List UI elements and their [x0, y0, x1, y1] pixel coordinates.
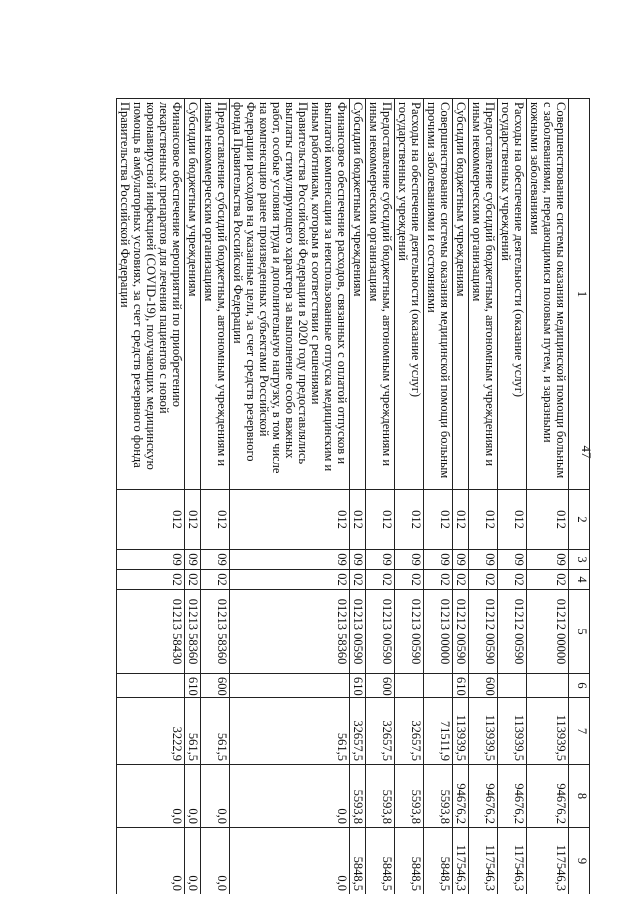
- expense-type-code: 610: [453, 674, 469, 698]
- target-article-code: 01213 00000: [424, 590, 453, 674]
- column-header: 2: [569, 490, 590, 550]
- subsection-code: 02: [395, 570, 424, 590]
- amount-col-8: 94676,2: [453, 765, 469, 828]
- column-header: 5: [569, 590, 590, 674]
- expense-type-code: [527, 674, 569, 698]
- ministry-code: 012: [201, 490, 230, 550]
- subsection-code: 02: [185, 570, 201, 590]
- expense-type-code: 610: [185, 674, 201, 698]
- expense-type-code: [498, 674, 527, 698]
- amount-col-8: 94676,2: [498, 765, 527, 828]
- row-name: Финансовое обеспечение расходов, связанных с оплатой отпусков и выплатой компенсации за неиспользованные отпуска медицинским и иным работникам, которым в соответствии с решениями Правительства Российской Федерации в 2020 году предоставлялись выплаты стимулирующего характера за выполнение особо важных работ, особые условия труда и дополнительную нагрузку, в том числе на компенсацию ранее произведенных субъектами Российской Федерации расходов на указанные цели, за счет средств резервного фонда Правительства Российской Федерации: [230, 99, 350, 490]
- ministry-code: 012: [469, 490, 498, 550]
- table-row: [366, 99, 395, 895]
- section-code: 09: [185, 550, 201, 570]
- ministry-code: 012: [395, 490, 424, 550]
- section-code: 09: [469, 550, 498, 570]
- column-header: 9: [569, 828, 590, 895]
- expense-type-code: [230, 674, 350, 698]
- subsection-code: 02: [230, 570, 350, 590]
- subsection-code: 02: [424, 570, 453, 590]
- table-row: [395, 99, 424, 895]
- target-article-code: 01213 58430: [117, 590, 185, 674]
- amount-col-9: 5848,5: [424, 828, 453, 895]
- column-header: 4: [569, 570, 590, 590]
- table-row: [185, 99, 201, 895]
- target-article-code: 01212 00590: [498, 590, 527, 674]
- ministry-code: 012: [230, 490, 350, 550]
- amount-col-7: 561,5: [201, 698, 230, 765]
- amount-col-9: 0,0: [117, 828, 185, 895]
- budget-sheet: [28, 98, 590, 894]
- ministry-code: 012: [366, 490, 395, 550]
- amount-col-8: 0,0: [201, 765, 230, 828]
- amount-col-8: 94676,2: [469, 765, 498, 828]
- row-name: Субсидии бюджетным учреждениям: [453, 99, 469, 490]
- section-code: 09: [117, 550, 185, 570]
- row-name: Расходы на обеспечение деятельности (оказание услуг) государственных учреждений: [498, 99, 527, 490]
- amount-col-8: 5593,8: [424, 765, 453, 828]
- amount-col-8: 5593,8: [395, 765, 424, 828]
- column-header: 6: [569, 674, 590, 698]
- table-row: [424, 99, 453, 895]
- row-name: Субсидии бюджетным учреждениям: [350, 99, 366, 490]
- column-header: 3: [569, 550, 590, 570]
- amount-col-7: 113939,5: [469, 698, 498, 765]
- target-article-code: 01212 00000: [527, 590, 569, 674]
- amount-col-9: 5848,5: [350, 828, 366, 895]
- amount-col-8: 0,0: [185, 765, 201, 828]
- subsection-code: 02: [350, 570, 366, 590]
- ministry-code: 012: [498, 490, 527, 550]
- row-name: Финансовое обеспечение мероприятий по приобретению лекарственных препаратов для лечения пациентов с новой коронавирусной инфекцией (COVID-19), получающих медицинскую помощь в амбулаторных условиях, за счет средств резервного фонда Правительства Российской Федерации: [117, 99, 185, 490]
- amount-col-8: 0,0: [117, 765, 185, 828]
- row-name: Совершенствование системы оказания медицинской помощи больным с заболеваниями, передающимися половым путем, и заразными кожными заболеваниями: [527, 99, 569, 490]
- table-row: [453, 99, 469, 895]
- target-article-code: 01213 00590: [366, 590, 395, 674]
- amount-col-7: 113939,5: [453, 698, 469, 765]
- subsection-code: 02: [498, 570, 527, 590]
- amount-col-8: 5593,8: [366, 765, 395, 828]
- amount-col-7: 71511,9: [424, 698, 453, 765]
- amount-col-9: 117546,3: [527, 828, 569, 895]
- column-header: 8: [569, 765, 590, 828]
- amount-col-7: 32657,5: [350, 698, 366, 765]
- column-number-row: [569, 99, 590, 895]
- budget-table: [116, 98, 590, 894]
- section-code: 09: [395, 550, 424, 570]
- expense-type-code: 600: [366, 674, 395, 698]
- amount-col-9: 117546,3: [469, 828, 498, 895]
- section-code: 09: [201, 550, 230, 570]
- table-row: [230, 99, 350, 895]
- table-row: [498, 99, 527, 895]
- column-header: 1: [569, 99, 590, 490]
- row-name: Расходы на обеспечение деятельности (оказание услуг) государственных учреждений: [395, 99, 424, 490]
- subsection-code: 02: [453, 570, 469, 590]
- ministry-code: 012: [185, 490, 201, 550]
- section-code: 09: [498, 550, 527, 570]
- amount-col-9: 5848,5: [366, 828, 395, 895]
- amount-col-7: 32657,5: [366, 698, 395, 765]
- amount-col-7: 32657,5: [395, 698, 424, 765]
- ministry-code: 012: [453, 490, 469, 550]
- target-article-code: 01213 58360: [230, 590, 350, 674]
- amount-col-7: 3222,9: [117, 698, 185, 765]
- table-row: [469, 99, 498, 895]
- table-row: [201, 99, 230, 895]
- expense-type-code: [395, 674, 424, 698]
- expense-type-code: 610: [350, 674, 366, 698]
- row-name: Предоставление субсидий бюджетным, автономным учреждениям и иным некоммерческим организациям: [201, 99, 230, 490]
- target-article-code: 01213 58360: [185, 590, 201, 674]
- expense-type-code: 600: [469, 674, 498, 698]
- amount-col-7: 113939,5: [498, 698, 527, 765]
- amount-col-8: 0,0: [230, 765, 350, 828]
- amount-col-7: 113939,5: [527, 698, 569, 765]
- row-name: Субсидии бюджетным учреждениям: [185, 99, 201, 490]
- amount-col-9: 0,0: [201, 828, 230, 895]
- expense-type-code: [117, 674, 185, 698]
- ministry-code: 012: [424, 490, 453, 550]
- section-code: 09: [230, 550, 350, 570]
- amount-col-8: 5593,8: [350, 765, 366, 828]
- amount-col-7: 561,5: [230, 698, 350, 765]
- ministry-code: 012: [527, 490, 569, 550]
- amount-col-9: 117546,3: [498, 828, 527, 895]
- table-row: [117, 99, 185, 895]
- target-article-code: 01213 00590: [395, 590, 424, 674]
- subsection-code: 02: [469, 570, 498, 590]
- ministry-code: 012: [350, 490, 366, 550]
- target-article-code: 01212 00590: [469, 590, 498, 674]
- amount-col-7: 561,5: [185, 698, 201, 765]
- row-name: Совершенствование системы оказания медицинской помощи больным прочими заболеваниями и состояниями: [424, 99, 453, 490]
- section-code: 09: [350, 550, 366, 570]
- subsection-code: 02: [117, 570, 185, 590]
- column-header: 7: [569, 698, 590, 765]
- amount-col-9: 0,0: [230, 828, 350, 895]
- amount-col-9: 117546,3: [453, 828, 469, 895]
- table-row: [527, 99, 569, 895]
- target-article-code: 01212 00590: [453, 590, 469, 674]
- subsection-code: 02: [527, 570, 569, 590]
- table-row: [350, 99, 366, 895]
- subsection-code: 02: [201, 570, 230, 590]
- target-article-code: 01213 00590: [350, 590, 366, 674]
- amount-col-9: 5848,5: [395, 828, 424, 895]
- amount-col-8: 94676,2: [527, 765, 569, 828]
- ministry-code: 012: [117, 490, 185, 550]
- section-code: 09: [527, 550, 569, 570]
- amount-col-9: 0,0: [185, 828, 201, 895]
- section-code: 09: [424, 550, 453, 570]
- row-name: Предоставление субсидий бюджетным, автономным учреждениям и иным некоммерческим организациям: [469, 99, 498, 490]
- target-article-code: 01213 58360: [201, 590, 230, 674]
- row-name: Предоставление субсидий бюджетным, автономным учреждениям и иным некоммерческим организациям: [366, 99, 395, 490]
- subsection-code: 02: [366, 570, 395, 590]
- expense-type-code: [424, 674, 453, 698]
- section-code: 09: [366, 550, 395, 570]
- rotated-page: [28, 98, 590, 894]
- section-code: 09: [453, 550, 469, 570]
- table-body: [117, 99, 569, 895]
- expense-type-code: 600: [201, 674, 230, 698]
- page-number: 47: [579, 445, 594, 459]
